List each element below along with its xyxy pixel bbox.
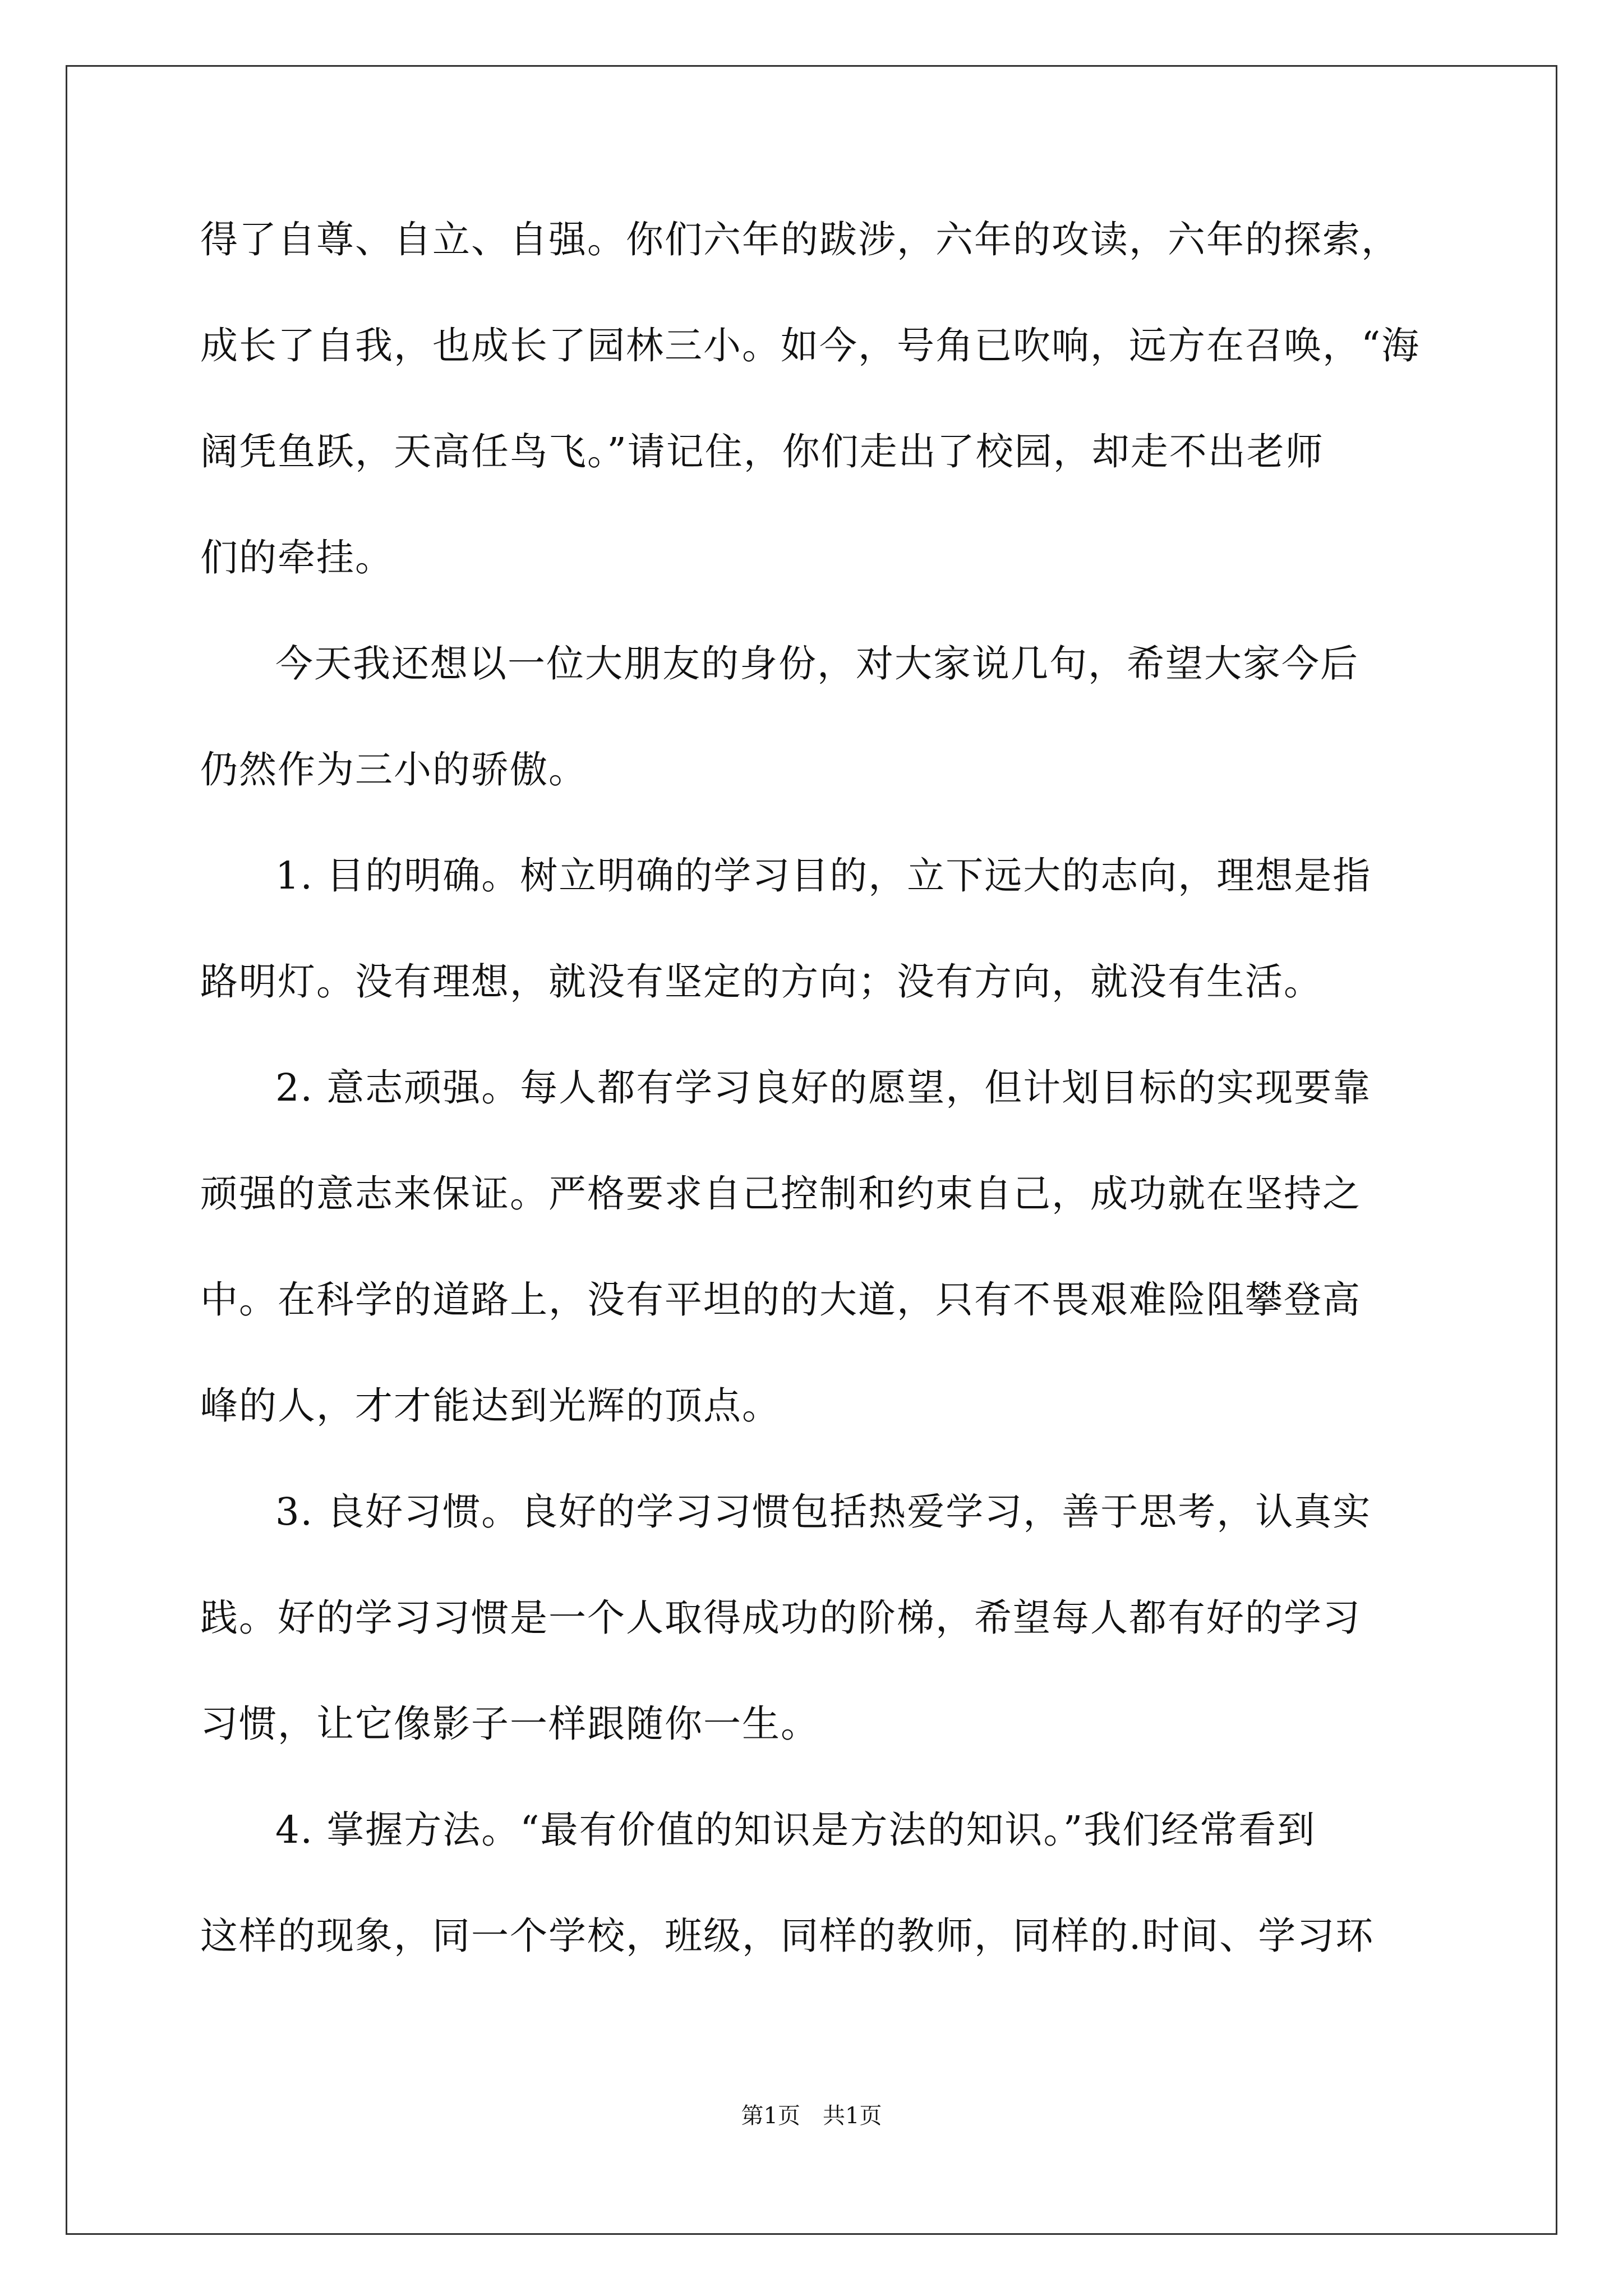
text-line: 路明灯。没有理想，就没有坚定的方向；没有方向，就没有生活。 <box>200 960 1322 1004</box>
text-line: 4. 掌握方法。“最有价值的知识是方法的知识。”我们经常看到 <box>275 1808 1316 1852</box>
text-line: 成长了自我，也成长了园林三小。如今，号角已吹响，远方在召唤，“海 <box>200 324 1421 367</box>
page-number-current: 第1页 <box>741 2103 800 2129</box>
page-footer <box>0 2098 1623 2130</box>
text-line: 中。在科学的道路上，没有平坦的的大道，只有不畏艰难险阻攀登高 <box>200 1278 1361 1322</box>
text-line: 1. 目的明确。树立明确的学习目的，立下远大的志向，理想是指 <box>275 854 1372 898</box>
text-line: 峰的人，才才能达到光辉的顶点。 <box>200 1384 781 1428</box>
page-number-total: 共1页 <box>823 2103 882 2129</box>
text-line: 3. 良好习惯。良好的学习习惯包括热爱学习，善于思考，认真实 <box>275 1490 1372 1534</box>
text-line: 践。好的学习习惯是一个人取得成功的阶梯，希望每人都有好的学习 <box>200 1596 1361 1640</box>
text-line: 仍然作为三小的骄傲。 <box>200 748 587 792</box>
text-line: 这样的现象，同一个学校，班级，同样的教师，同样的.时间、学习环 <box>200 1914 1375 1958</box>
text-line: 习惯，让它像影子一样跟随你一生。 <box>200 1702 819 1746</box>
text-line: 们的牵挂。 <box>200 536 394 579</box>
text-line: 阔凭鱼跃，天高任鸟飞。”请记住，你们走出了校园，却走不出老师 <box>200 430 1324 473</box>
text-line: 得了自尊、自立、自强。你们六年的跋涉，六年的攻读，六年的探索， <box>200 218 1400 261</box>
text-line: 2. 意志顽强。每人都有学习良好的愿望，但计划目标的实现要靠 <box>275 1066 1372 1110</box>
text-line: 顽强的意志来保证。严格要求自己控制和约束自己，成功就在坚持之 <box>200 1172 1361 1216</box>
document-body <box>200 187 1440 1989</box>
text-line: 今天我还想以一位大朋友的身份，对大家说几句，希望大家今后 <box>275 642 1359 685</box>
